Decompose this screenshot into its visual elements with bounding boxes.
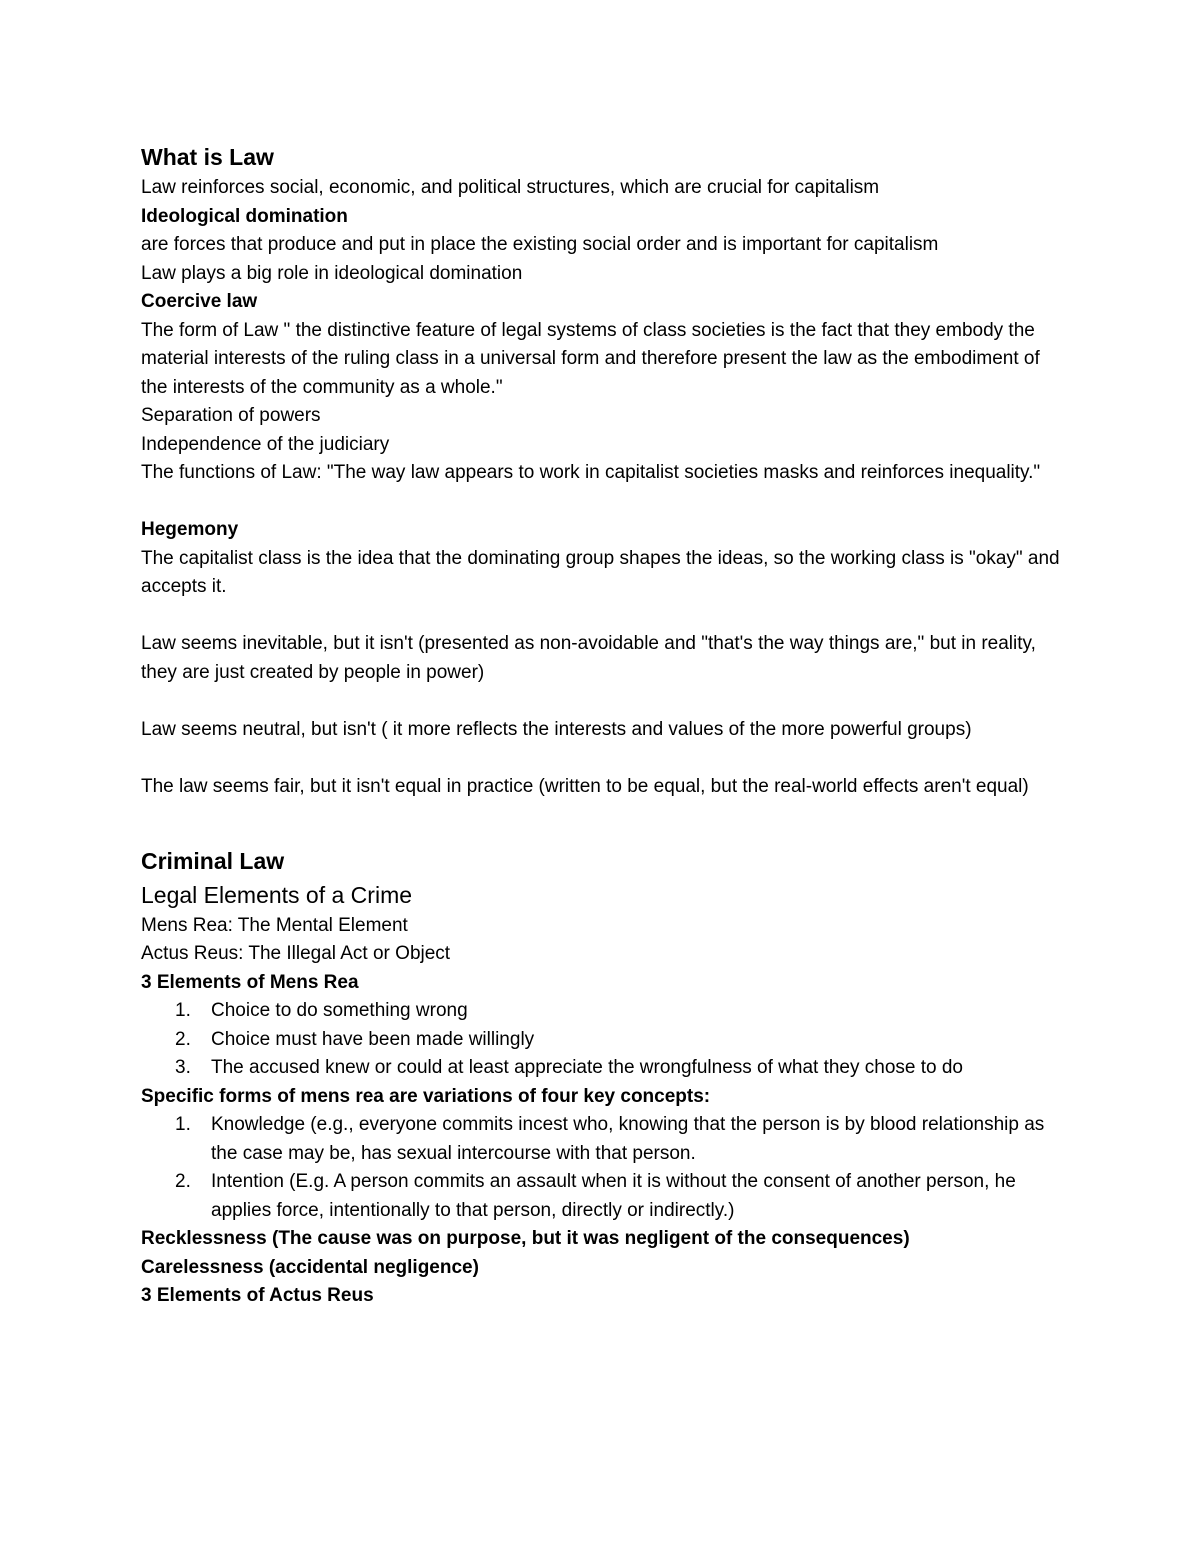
actus-reus-elements-heading: 3 Elements of Actus Reus xyxy=(141,1285,374,1306)
actus-reus-text: Actus Reus: The Illegal Act or Object xyxy=(141,943,451,964)
law-inevitable-text: Law seems inevitable, but it isn't (presented as non-avoidable and "that's the way things are," but in reality, they are just created by people in power) xyxy=(141,633,1036,683)
law-neutral-text: Law seems neutral, but isn't ( it more reflects the interests and values of the more powerful groups) xyxy=(141,718,972,740)
section-title-criminal-law: Criminal Law xyxy=(141,847,285,874)
hegemony-text: The capitalist class is the idea that the dominating group shapes the ideas, so the working class is "okay" and accepts it. xyxy=(141,547,1060,597)
list-item xyxy=(141,1026,1061,1055)
functions-of-law-text: The functions of Law: "The way law appears to work in capitalist societies masks and reinforces inequality." xyxy=(141,462,1041,483)
list-item-text: Choice must have been made willingly xyxy=(211,1028,535,1050)
carelessness-heading: Carelessness (accidental negligence) xyxy=(141,1256,479,1278)
blank-line xyxy=(141,687,1061,716)
list-item-text: Intention (E.g. A person commits an assault when it is without the consent of another person, he applies force, intentionally to that person, directly or indirectly.) xyxy=(211,1171,1016,1221)
separation-of-powers-text: Separation of powers xyxy=(141,405,321,426)
recklessness-heading: Recklessness (The cause was on purpose, but it was negligent of the consequences) xyxy=(141,1228,910,1249)
list-item-text: Choice to do something wrong xyxy=(211,1000,468,1021)
list-item xyxy=(141,1111,1061,1168)
law-fair-text: The law seems fair, but it isn't equal in practice (written to be equal, but the real-world effects aren't equal) xyxy=(141,775,1029,797)
specific-forms-list xyxy=(141,1111,1061,1225)
independence-judiciary-text: Independence of the judiciary xyxy=(141,433,390,455)
list-item-text: The accused knew or could at least appreciate the wrongfulness of what they chose to do xyxy=(211,1057,964,1078)
list-item xyxy=(141,1054,1061,1083)
blank-line xyxy=(141,744,1061,773)
intro-text: Law reinforces social, economic, and political structures, which are crucial for capitalism xyxy=(141,177,880,198)
hegemony-heading: Hegemony xyxy=(141,519,239,540)
list-number: 1. xyxy=(175,1000,191,1021)
ideological-text-2: Law plays a big role in ideological domination xyxy=(141,262,523,284)
blank-line xyxy=(141,488,1061,517)
mens-rea-elements-heading: 3 Elements of Mens Rea xyxy=(141,971,359,993)
spacer xyxy=(141,801,1061,815)
list-item xyxy=(141,997,1061,1026)
list-item xyxy=(141,1168,1061,1225)
blank-line xyxy=(141,602,1061,631)
form-of-law-text: The form of Law " the distinctive feature of legal systems of class societies is the fact that they embody the material interests of the ruling class in a universal form and therefore present the law as the embodiment of the interests of the community as a whole." xyxy=(141,319,1040,398)
blank-line xyxy=(141,815,1061,844)
list-number: 2. xyxy=(175,1171,191,1192)
list-item-text: Knowledge (e.g., everyone commits incest who, knowing that the person is by blood relationship as the case may be, has sexual intercourse with that person. xyxy=(211,1114,1045,1164)
section-title-what-is-law: What is Law xyxy=(141,144,274,170)
list-number: 3. xyxy=(175,1057,191,1078)
coercive-law-heading: Coercive law xyxy=(141,291,258,312)
document-page xyxy=(141,140,1061,1311)
ideological-domination-heading: Ideological domination xyxy=(141,205,348,227)
subtitle-legal-elements: Legal Elements of a Crime xyxy=(141,881,413,908)
list-number: 2. xyxy=(175,1028,191,1050)
ideological-text-1: are forces that produce and put in place the existing social order and is important for capitalism xyxy=(141,234,939,255)
mens-rea-text: Mens Rea: The Mental Element xyxy=(141,914,408,936)
specific-forms-heading: Specific forms of mens rea are variations of four key concepts: xyxy=(141,1085,711,1107)
mens-rea-list xyxy=(141,997,1061,1083)
list-number: 1. xyxy=(175,1114,191,1135)
